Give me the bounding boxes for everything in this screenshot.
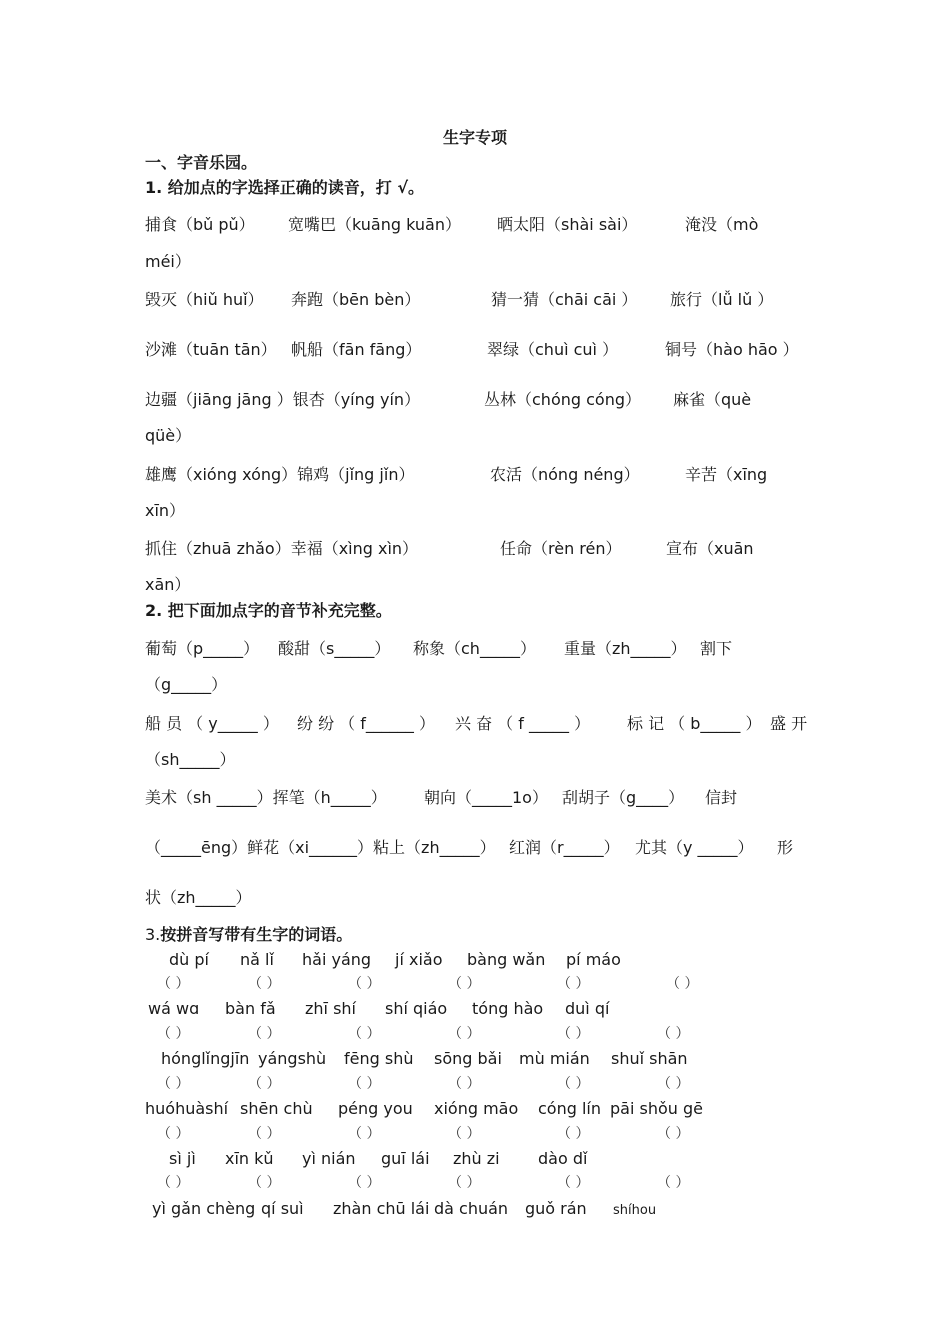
pinyin: yì gǎn chèng <box>152 1199 256 1218</box>
q1-item: qüè） <box>145 426 192 445</box>
answer-blank[interactable]: （ ） <box>348 1175 381 1191</box>
q2-item: 称象（ch_____） <box>413 639 536 658</box>
answer-blank[interactable]: （ ） <box>157 976 190 992</box>
q1-item: 毁灭（hiǔ huǐ） <box>145 290 264 309</box>
q1-item: 猜一猜（chāi cāi ） <box>491 290 638 309</box>
q2-item: 葡萄（p_____） <box>145 639 260 658</box>
pinyin: yì nián <box>302 1149 356 1168</box>
pinyin: sōng bǎi <box>434 1049 502 1068</box>
q1-item: 麻雀（què <box>673 390 752 409</box>
answer-blank[interactable]: （ ） <box>157 1126 190 1142</box>
pinyin: qí suì <box>261 1199 304 1218</box>
answer-blank[interactable]: （ ） <box>557 1175 590 1191</box>
pinyin: shēn chù <box>240 1099 313 1118</box>
pinyin: pāi shǒu gē <box>610 1099 703 1118</box>
pinyin: hónglǐngjīn <box>161 1049 250 1068</box>
q1-item: xīn） <box>145 501 186 520</box>
pinyin: hǎi yáng <box>302 950 372 969</box>
q1-item: 旅行（lǚ lǔ ） <box>670 290 774 309</box>
q2-item: 信封 <box>705 788 738 807</box>
pinyin: shíhou <box>613 1203 657 1218</box>
page-title: 生字专项 <box>443 128 508 147</box>
answer-blank[interactable]: （ ） <box>448 1076 481 1092</box>
q1-item: 铜号（hào hāo ） <box>665 340 799 359</box>
q2-item: 红润（r_____） <box>509 838 620 857</box>
answer-blank[interactable]: （ ） <box>157 1076 190 1092</box>
q1-item: xān） <box>145 575 191 594</box>
answer-blank[interactable]: （ ） <box>657 1076 690 1092</box>
answer-blank[interactable]: （ ） <box>448 1126 481 1142</box>
answer-blank[interactable]: （ ） <box>557 1126 590 1142</box>
q1-item: 宣布（xuān <box>666 539 754 558</box>
q2-item: （sh_____） <box>145 750 236 769</box>
q1-item: 抓住（zhuā zhǎo）幸福（xìng xìn） <box>145 539 419 558</box>
q1-item: 晒太阳（shài sài） <box>497 215 638 234</box>
q2-item: 盛 开 <box>770 714 808 733</box>
answer-blank[interactable]: （ ） <box>666 976 699 992</box>
pinyin: bàn fǎ <box>225 999 276 1018</box>
q2-item: 割下 <box>700 639 733 658</box>
q1-item: 宽嘴巴（kuāng kuān） <box>288 215 461 234</box>
pinyin: yángshù <box>258 1049 327 1068</box>
q1-item: 农活（nóng néng） <box>490 465 640 484</box>
answer-blank[interactable]: （ ） <box>248 1076 281 1092</box>
answer-blank[interactable]: （ ） <box>448 976 481 992</box>
q1-item: 奔跑（bēn bèn） <box>291 290 421 309</box>
q2-item: （_____ēng）鲜花（xi______）粘上（zh_____） <box>145 838 496 857</box>
answer-blank[interactable]: （ ） <box>248 1126 281 1142</box>
q2-item: 酸甜（s_____） <box>278 639 391 658</box>
q2-item: 朝向（_____1o） <box>424 788 548 807</box>
pinyin: zhī shí <box>305 999 356 1018</box>
section-heading: 一、字音乐园。 <box>145 153 258 172</box>
answer-blank[interactable]: （ ） <box>348 1026 381 1042</box>
pinyin: dà chuán <box>434 1199 509 1218</box>
answer-blank[interactable]: （ ） <box>157 1026 190 1042</box>
answer-blank[interactable]: （ ） <box>348 1076 381 1092</box>
question-1-heading: 1. 给加点的字选择正确的读音，打 √。 <box>145 178 425 197</box>
pinyin: mù mián <box>519 1049 590 1068</box>
q1-item: 捕食（bǔ pǔ） <box>145 215 255 234</box>
answer-blank[interactable]: （ ） <box>348 1126 381 1142</box>
pinyin: cóng lín <box>538 1099 601 1118</box>
q2-item: 形 <box>777 838 794 857</box>
pinyin: zhù zi <box>453 1149 500 1168</box>
pinyin: pí máo <box>566 950 621 969</box>
pinyin: zhàn chū lái <box>333 1199 430 1218</box>
answer-blank[interactable]: （ ） <box>657 1175 690 1191</box>
question-3-text: 按拼音写带有生字的词语。 <box>160 925 353 944</box>
pinyin: shuǐ shān <box>611 1049 688 1068</box>
pinyin: xīn kǔ <box>225 1149 274 1168</box>
q1-item: 帆船（fān fāng） <box>291 340 422 359</box>
pinyin: tóng hào <box>472 999 544 1018</box>
answer-blank[interactable]: （ ） <box>557 976 590 992</box>
q1-item: méi） <box>145 252 191 271</box>
q2-item: 刮胡子（g____） <box>562 788 685 807</box>
answer-blank[interactable]: （ ） <box>248 1175 281 1191</box>
pinyin: duì qí <box>565 999 610 1018</box>
pinyin: guǒ rán <box>525 1199 587 1218</box>
pinyin: jí xiǎo <box>395 950 443 969</box>
answer-blank[interactable]: （ ） <box>157 1175 190 1191</box>
q2-item: 状（zh_____） <box>145 888 252 907</box>
answer-blank[interactable]: （ ） <box>557 1026 590 1042</box>
pinyin: fēng shù <box>344 1049 414 1068</box>
pinyin: sì jì <box>169 1149 196 1168</box>
answer-blank[interactable]: （ ） <box>248 976 281 992</box>
question-3-heading <box>145 925 352 945</box>
q2-item: 纷 纷 （ f______ ） <box>297 714 435 733</box>
q2-item: 船 员 （ y_____ ） <box>145 714 279 733</box>
q1-item: 任命（rèn rén） <box>500 539 622 558</box>
pinyin: huóhuàshí <box>145 1099 229 1118</box>
answer-blank[interactable]: （ ） <box>557 1076 590 1092</box>
pinyin: dù pí <box>169 950 209 969</box>
pinyin: dào dǐ <box>538 1149 588 1168</box>
answer-blank[interactable]: （ ） <box>248 1026 281 1042</box>
pinyin: bàng wǎn <box>467 950 546 969</box>
question-2-heading: 2. 把下面加点字的音节补充完整。 <box>145 601 392 620</box>
answer-blank[interactable]: （ ） <box>657 1126 690 1142</box>
q2-item: 标 记 （ b_____ ） <box>627 714 762 733</box>
answer-blank[interactable]: （ ） <box>448 1026 481 1042</box>
pinyin: nǎ lǐ <box>240 950 274 969</box>
pinyin: shí qiáo <box>385 999 448 1018</box>
q2-item: 尤其（y _____） <box>635 838 754 857</box>
q2-item: 重量（zh_____） <box>564 639 687 658</box>
answer-blank[interactable]: （ ） <box>657 1026 690 1042</box>
pinyin: xióng māo <box>434 1099 519 1118</box>
pinyin: guī lái <box>381 1149 430 1168</box>
question-3-number: 3. <box>145 925 161 944</box>
q1-item: 辛苦（xīng <box>685 465 768 484</box>
q2-item: （g_____） <box>145 675 228 694</box>
q1-item: 丛林（chóng cóng） <box>484 390 641 409</box>
q1-item: 沙滩（tuān tān） <box>145 340 277 359</box>
pinyin: wá wɑ <box>148 999 200 1018</box>
answer-blank[interactable]: （ ） <box>448 1175 481 1191</box>
q1-item: 雄鹰（xióng xóng）锦鸡（jǐng jǐn） <box>145 465 415 484</box>
pinyin: péng you <box>338 1099 413 1118</box>
q2-item: 美术（sh _____）挥笔（h_____） <box>145 788 387 807</box>
q1-item: 淹没（mò <box>685 215 759 234</box>
q2-item: 兴 奋 （ f _____ ） <box>455 714 591 733</box>
answer-blank[interactable]: （ ） <box>348 976 381 992</box>
q1-item: 边疆（jiāng jāng ）银杏（yíng yín） <box>145 390 421 409</box>
q1-item: 翠绿（chuì cuì ） <box>487 340 619 359</box>
